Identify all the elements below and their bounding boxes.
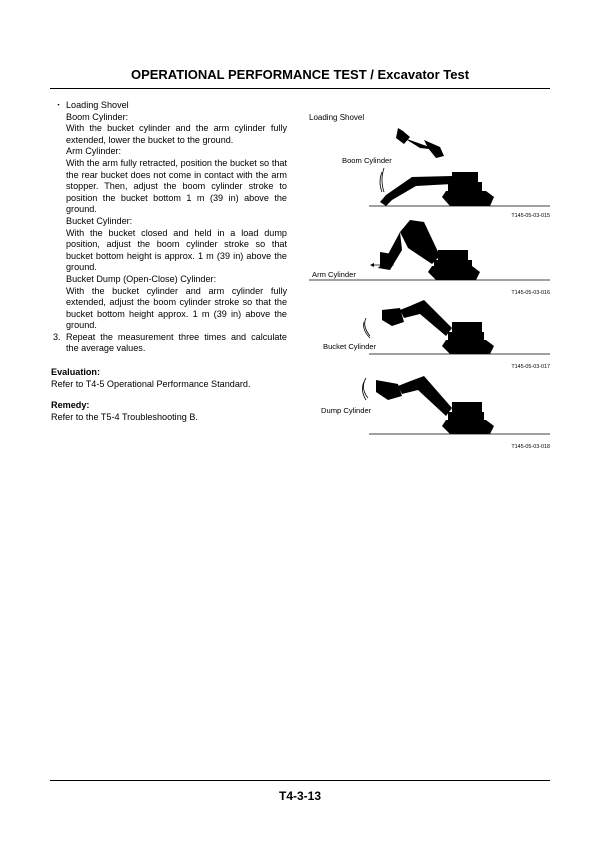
bucket-cylinder-text: With the bucket closed and held in a load dump position, adjust the boom cylinder stroke so that bucket bottom height is approx. 1 m (39 in) above the ground. (66, 227, 287, 273)
figure-title: Loading Shovel (309, 113, 365, 122)
boom-cylinder-text: With the bucket cylinder and the arm cylinder fully extended, lower the bucket to the ground. (66, 123, 287, 145)
boom-cylinder-label: Boom Cylinder (342, 156, 392, 165)
step-3-number: 3. (53, 331, 61, 342)
step-3 (51, 332, 287, 355)
footer-rule (50, 780, 550, 781)
page-number: T4-3-13 (278, 789, 322, 803)
dump-cylinder-text: With the bucket cylinder and arm cylinder fully extended, adjust the boom cylinder stroke so that the bucket bottom height approx. 1 m (39 in) above the ground. (66, 285, 287, 331)
figure-column (300, 100, 555, 460)
evaluation-heading: Evaluation: (51, 367, 101, 378)
arm-cylinder-label: Arm Cylinder (312, 270, 356, 279)
bullet-mark: ・ (54, 100, 64, 110)
evaluation-text: Refer to T4-5 Operational Performance Standard. (51, 378, 251, 389)
step-3-text: Repeat the measurement three times and calculate the average values. (66, 331, 287, 354)
page-title: OPERATIONAL PERFORMANCE TEST / Excavator Test (130, 67, 470, 82)
dump-cylinder-label: Dump Cylinder (321, 406, 372, 415)
remedy-heading: Remedy: (51, 400, 90, 411)
bucket-cylinder-title: Bucket Cylinder: (66, 215, 133, 226)
header-rule (50, 88, 550, 89)
dump-cylinder-illustration (300, 368, 555, 438)
procedure-text (51, 100, 287, 423)
boom-cylinder-code: T145-05-03-015 (511, 213, 550, 219)
arm-cylinder-text: With the arm fully retracted, position the bucket so that the rear bucket does not come in contact with the arm stopper. Then, adjust the boom cylinder stroke to position the bucket bottom 1 m (39 in) above the ground. (66, 157, 287, 215)
loading-shovel-title: Loading Shovel (66, 100, 129, 110)
bucket-cylinder-code: T145-05-03-017 (511, 364, 550, 370)
arm-cylinder-title: Arm Cylinder: (66, 146, 122, 157)
arm-cylinder-code: T145-05-03-016 (511, 290, 550, 296)
dump-cylinder-title: Bucket Dump (Open-Close) Cylinder: (66, 273, 217, 284)
boom-cylinder-illustration (300, 120, 555, 210)
loading-shovel-block (51, 100, 287, 332)
boom-cylinder-title: Boom Cylinder: (66, 111, 129, 122)
bucket-cylinder-label: Bucket Cylinder (323, 342, 377, 351)
remedy-text: Refer to the T5-4 Troubleshooting B. (51, 411, 198, 422)
dump-cylinder-code: T145-05-03-018 (511, 444, 550, 450)
